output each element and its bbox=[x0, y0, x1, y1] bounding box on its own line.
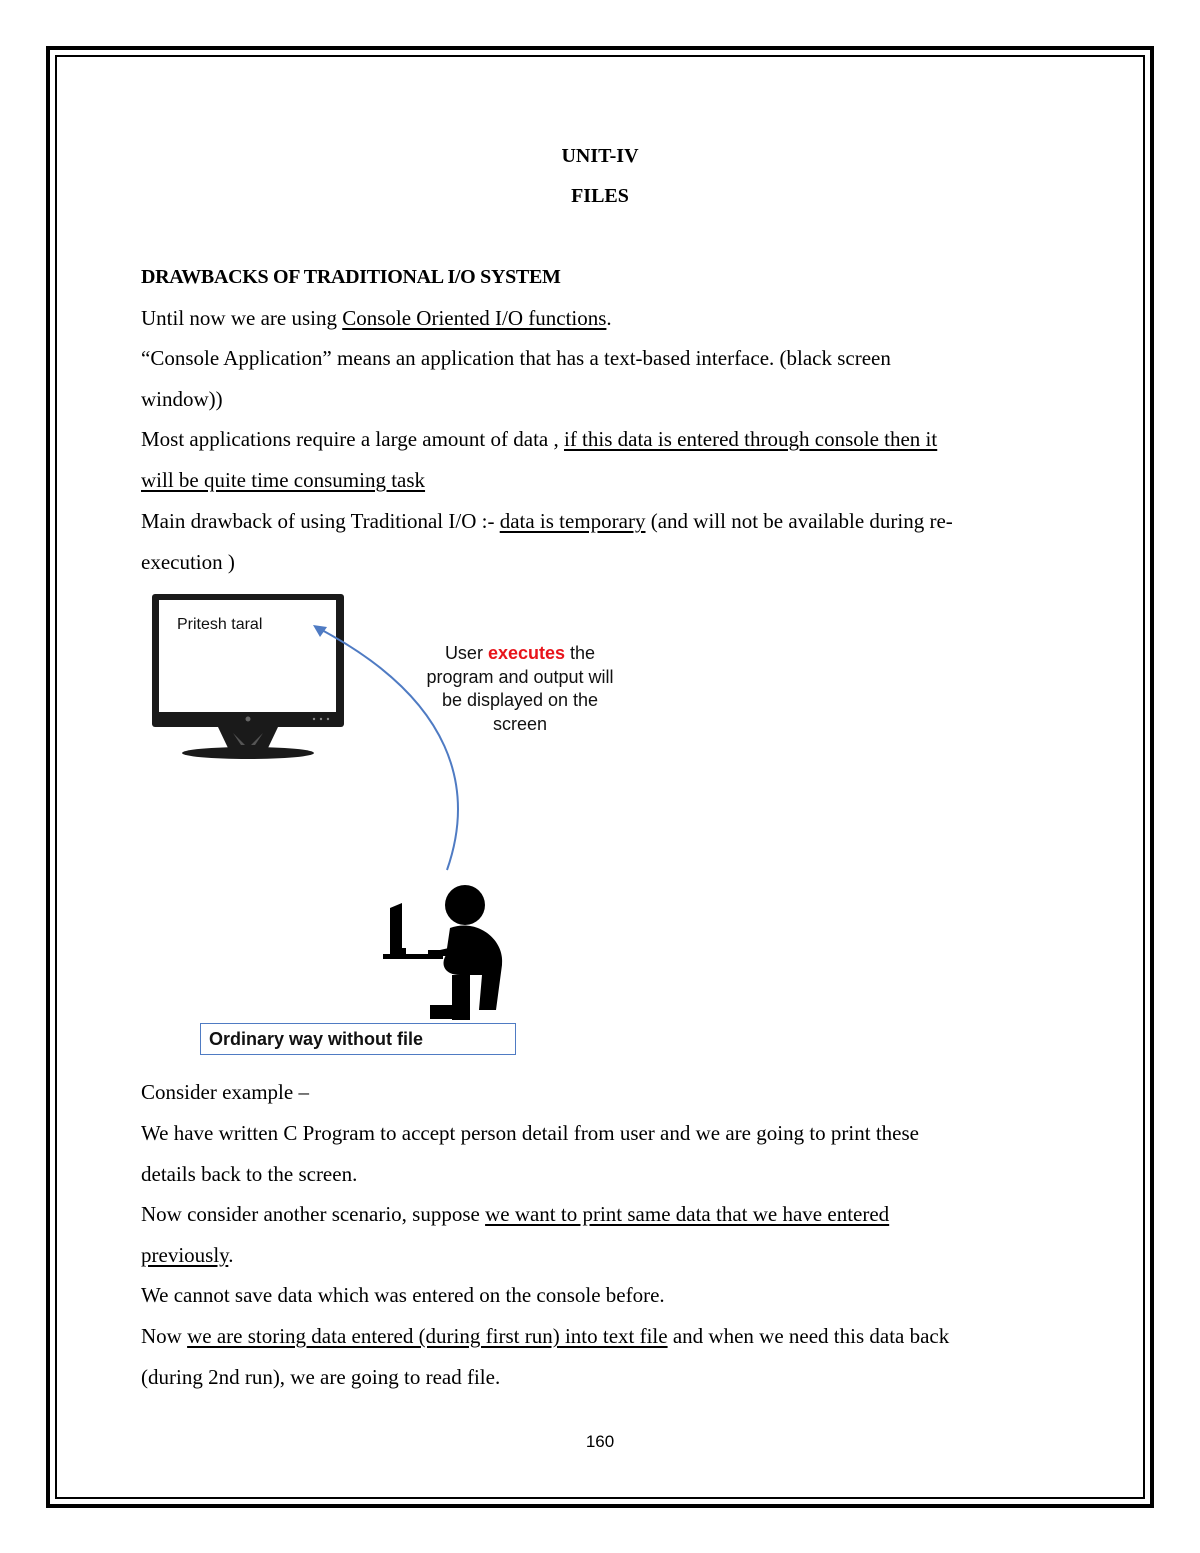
underlined-text: data is temporary bbox=[499, 509, 646, 533]
underlined-text: previously bbox=[141, 1243, 229, 1267]
monitor-screen-text: Pritesh taral bbox=[177, 616, 263, 633]
text-span: Now bbox=[141, 1324, 188, 1348]
paragraph-console-app-line2: window)) bbox=[141, 387, 223, 411]
text-span: Main drawback of using Traditional I/O :- bbox=[141, 509, 500, 533]
paragraph-consider-example: Consider example – bbox=[141, 1080, 309, 1104]
paragraph-storing-line2: (during 2nd run), we are going to read file. bbox=[141, 1365, 501, 1389]
underlined-text: we want to print same data that we have entered bbox=[485, 1202, 890, 1226]
text-span: the program and output will be displayed on the screen bbox=[426, 643, 614, 734]
text-span: Most applications require a large amount of data , bbox=[141, 427, 564, 451]
paragraph-c-program-line1: We have written C Program to accept person detail from user and we are going to print these bbox=[141, 1121, 919, 1145]
underlined-text: if this data is entered through console then it bbox=[563, 427, 938, 451]
figure-label-box: Ordinary way without file bbox=[200, 1023, 516, 1055]
paragraph-console-app-line1: “Console Application” means an application that has a text-based interface. (black screen bbox=[141, 346, 891, 370]
underlined-text: will be quite time consuming task bbox=[141, 468, 426, 492]
text-span: and when we need this data back bbox=[667, 1324, 950, 1348]
paragraph-main-drawback-line2: execution ) bbox=[141, 550, 235, 574]
text-span: (and will not be available during re- bbox=[645, 509, 953, 533]
section-heading: DRAWBACKS OF TRADITIONAL I/O SYSTEM bbox=[141, 266, 561, 288]
underlined-text: we are storing data entered (during first run) into text file bbox=[187, 1324, 668, 1348]
figure-callout bbox=[420, 642, 620, 736]
text-span: . bbox=[228, 1243, 234, 1267]
text-span: Until now we are using bbox=[141, 306, 343, 330]
person-at-computer-icon bbox=[383, 885, 502, 1020]
text-span: User bbox=[444, 643, 488, 663]
text-span: . bbox=[606, 306, 612, 330]
highlight-text: executes bbox=[487, 643, 566, 663]
page-number: 160 bbox=[585, 1432, 615, 1451]
underlined-text: Console Oriented I/O functions bbox=[342, 306, 607, 330]
paragraph-c-program-line2: details back to the screen. bbox=[141, 1162, 358, 1186]
paragraph-scenario-line1 bbox=[141, 1202, 889, 1227]
paragraph-cannot-save: We cannot save data which was entered on the console before. bbox=[141, 1283, 665, 1307]
paragraph-scenario-line2 bbox=[141, 1243, 234, 1268]
unit-title: UNIT-IV bbox=[561, 145, 639, 167]
paragraph-storing-line1 bbox=[141, 1324, 949, 1349]
text-span: Now consider another scenario, suppose bbox=[141, 1202, 486, 1226]
chapter-title: FILES bbox=[571, 185, 629, 207]
